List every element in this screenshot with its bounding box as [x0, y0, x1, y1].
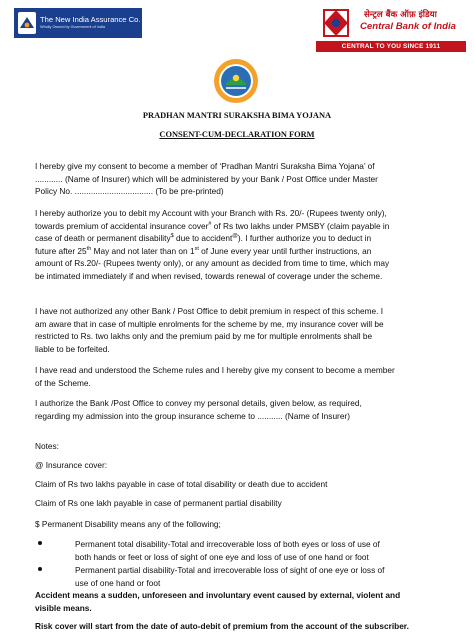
- text-line: I authorize the Bank /Post Office to convey my personal details, given below, as required,: [35, 398, 362, 408]
- personal-details-paragraph: [35, 397, 455, 422]
- debit-authorization-paragraph: [35, 207, 455, 283]
- text-line: I hereby authorize you to debit my Account with your Branch with Rs. 20/- (Rupees twenty only),: [35, 208, 387, 218]
- text-line: both hands or feet or loss of sight of one eye and loss of use of one hand or foot: [75, 551, 369, 562]
- text-line: future after 25th May and not later than on 1st of June every year until further instructions, an: [35, 245, 372, 256]
- text-line: Permanent total disability-Total and irrecoverable loss of both eyes or loss of use of: [75, 539, 380, 549]
- text-line: of the Scheme.: [35, 377, 91, 388]
- text-line: I have not authorized any other Bank / Post Office to debit premium in respect of this scheme. I: [35, 306, 384, 316]
- insurance-cover-label: @ Insurance cover:: [35, 460, 108, 470]
- text-line: restricted to Rs. two lakhs only and the premium paid by me for multiple enrolments shall be: [35, 331, 373, 342]
- nia-company-name: The New India Assurance Co. Ltd: [40, 15, 154, 25]
- text-line: be intimated immediately if and when revised, towards renewal of coverage under the scheme.: [35, 270, 383, 281]
- central-bank-emblem-icon: [318, 6, 354, 40]
- claim-one-lakh-text: Claim of Rs one lakh payable in case of permanent partial disability: [35, 498, 282, 508]
- text-line: liable to be forfeited.: [35, 343, 110, 354]
- text-line: towards premium of accidental insurance cover# of Rs two lakhs under PMSBY (claim payable in: [35, 220, 390, 231]
- text-line: use of one hand or foot: [75, 577, 161, 588]
- text-line: case of death or permanent disability$ due to accident@). I further authorize you to deduct in: [35, 233, 372, 244]
- text-line: am aware that in case of multiple enrolments for the scheme by me, my insurance cover will be: [35, 318, 384, 329]
- cbi-english-name: Central Bank of India: [360, 21, 456, 32]
- text-line: visible means.: [35, 602, 92, 613]
- consent-paragraph: [35, 160, 455, 198]
- scheme-rules-paragraph: [35, 364, 455, 389]
- form-subtitle: CONSENT-CUM-DECLARATION FORM: [159, 130, 315, 139]
- cbi-tagline: CENTRAL TO YOU SINCE 1911: [316, 41, 466, 52]
- nia-tagline: Wholly Owned by Government of India: [40, 24, 105, 29]
- text-line: Permanent partial disability-Total and irrecoverable loss of sight of one eye or loss of: [75, 565, 385, 575]
- multiple-enrolment-paragraph: [35, 305, 455, 355]
- notes-label: Notes:: [35, 441, 59, 451]
- bullet-icon: [38, 541, 42, 545]
- cbi-hindi-name: सेन्ट्रल बैंक ऑफ़ इंडिया: [364, 10, 437, 20]
- risk-cover-text: Risk cover will start from the date of auto-debit of premium from the account of the subscriber.: [35, 621, 409, 631]
- new-india-assurance-logo: [14, 8, 154, 38]
- text-line: Policy No. .................................. (To be pre-printed): [35, 186, 224, 197]
- text-line: I have read and understood the Scheme rules and I hereby give my consent to become a member: [35, 365, 395, 375]
- text-line: amount of Rs.20/- (Rupees twenty only), or any amount as decided from time to time, which may: [35, 258, 390, 269]
- list-item: [35, 564, 455, 590]
- bullet-icon: [38, 567, 42, 571]
- pmsby-emblem-icon: [213, 58, 259, 104]
- accident-definition: [35, 589, 455, 614]
- text-line: regarding my admission into the group insurance scheme to ........... (Name of Insurer): [35, 410, 350, 421]
- text-line: ............ (Name of Insurer) which will be administered by your Bank / Post Office under Master: [35, 173, 378, 184]
- text-line: I hereby give my consent to become a member of ‘Pradhan Mantri Suraksha Bima Yojana’ of: [35, 161, 375, 171]
- claim-two-lakhs-text: Claim of Rs two lakhs payable in case of total disability or death due to accident: [35, 479, 328, 489]
- permanent-disability-label: $ Permanent Disability means any of the following;: [35, 519, 221, 529]
- nia-emblem-icon: [18, 12, 36, 34]
- form-title: PRADHAN MANTRI SURAKSHA BIMA YOJANA: [142, 111, 332, 120]
- list-item: [35, 538, 455, 564]
- text-line: Accident means a sudden, unforeseen and involuntary event caused by external, violent and: [35, 590, 401, 600]
